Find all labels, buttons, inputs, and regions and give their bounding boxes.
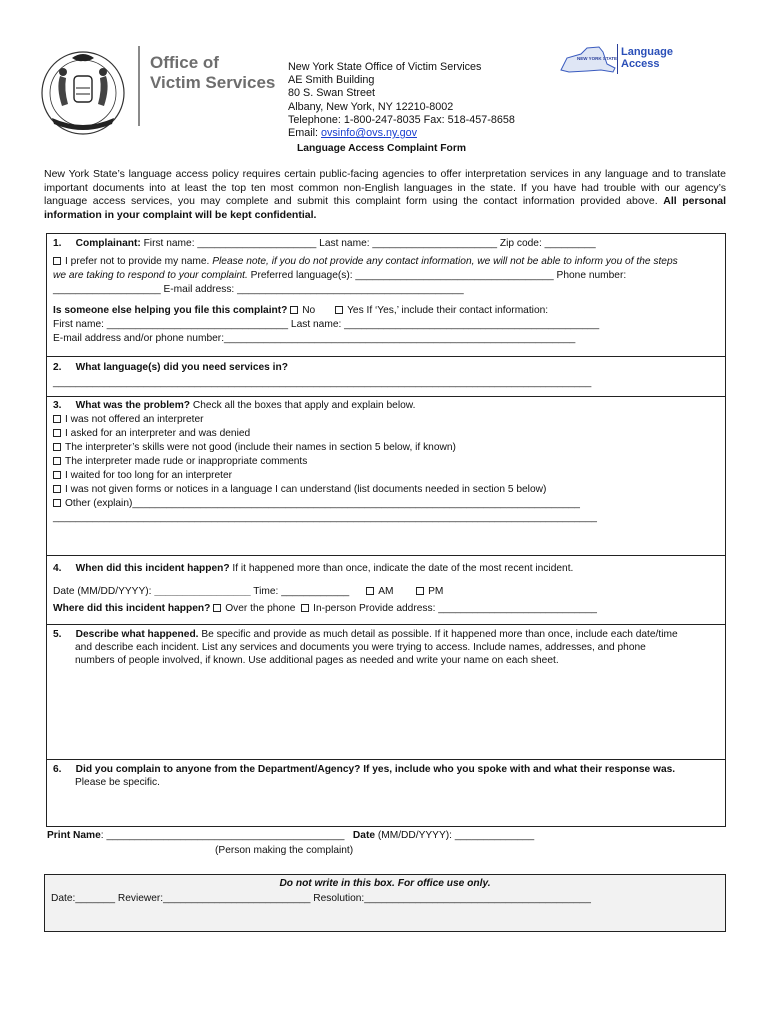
prefer-not-checkbox[interactable] — [53, 257, 61, 265]
intro-confidential: All personal information in your complaint will be kept confidential. — [44, 195, 726, 221]
section-number: 4. — [53, 563, 62, 574]
address-line: Telephone: 1-800-247-8035 Fax: 518-457-8658 — [288, 113, 515, 126]
problem-question: What was the problem? — [75, 400, 190, 411]
section-1-complainant — [46, 233, 726, 357]
pm-checkbox[interactable] — [416, 587, 424, 595]
helper-question: Is someone else helping you file this complaint? — [53, 305, 288, 316]
prefer-note-cont: we are taking to respond to your complaint. — [53, 270, 248, 281]
helper-contact-row[interactable]: E-mail address and/or phone number:______________________________________________________________ — [53, 333, 576, 344]
problem-option-other — [53, 498, 580, 509]
section-3-problem — [46, 396, 726, 556]
intro-text: New York State’s language access policy requires certain public-facing agencies to offer interpretation services in any language and to translate important documents into at least the top ten most common non-English languages in the state. If you have had trouble with our agency’s language access services, you may complete and submit this complaint form using the contact information provided above. — [44, 168, 726, 208]
section-6-complained[interactable] — [46, 759, 726, 827]
address-line: AE Smith Building — [288, 74, 375, 87]
address-line: 80 S. Swan Street — [288, 87, 376, 100]
email-link[interactable]: ovsinfo@ovs.ny.gov — [321, 127, 417, 140]
person-caption: (Person making the complaint) — [215, 845, 354, 856]
section-number: 6. — [53, 764, 62, 775]
language-question-row — [53, 362, 288, 373]
incident-date-field[interactable]: _________________ — [154, 586, 251, 597]
complained-row — [53, 764, 675, 775]
email-line — [288, 127, 515, 140]
state-seal-logo — [38, 46, 128, 136]
print-name-row — [47, 830, 534, 841]
office-use-box — [44, 874, 726, 932]
helper-no-checkbox[interactable] — [290, 306, 298, 314]
problem-explain-line[interactable]: ________________________________________________________________________________________________ — [53, 512, 597, 523]
prefer-not-label: I prefer not to provide my name. — [65, 256, 213, 267]
problem-checkbox[interactable] — [53, 485, 61, 493]
incident-time-field[interactable]: Time: ____________ — [250, 586, 350, 597]
problem-option — [53, 442, 456, 453]
section-number: 5. — [53, 629, 62, 640]
problem-option-label: I waited for too long for an interpreter — [65, 470, 233, 481]
intro-paragraph — [44, 168, 726, 222]
problem-checkbox[interactable] — [53, 457, 61, 465]
problem-checkbox[interactable] — [53, 471, 61, 479]
ny-state-text: NEW YORK STATE — [577, 56, 618, 61]
ovs-logo-line2: Victim Services — [150, 73, 276, 92]
problem-instruction: Check all the boxes that apply and explain below. — [190, 400, 416, 411]
language-question: What language(s) did you need services in? — [75, 362, 288, 373]
complained-instruction: Please be specific. — [75, 777, 160, 788]
problem-option-label: The interpreter made rude or inappropriate comments — [65, 456, 308, 467]
problem-option-label: I was not offered an interpreter — [65, 414, 204, 425]
helper-instruction: If ‘Yes,’ include their contact information: — [363, 305, 549, 316]
incident-date-row — [53, 586, 443, 597]
problem-option-label: The interpreter’s skills were not good (include their names in section 5 below, if known) — [65, 442, 456, 453]
problem-option — [53, 456, 307, 467]
problem-option — [53, 428, 250, 439]
section-4-incident — [46, 555, 726, 625]
describe-instruction: numbers of people involved, if known. Use additional pages as needed and write your name on each sheet. — [75, 655, 559, 666]
incident-question: When did this incident happen? — [75, 563, 230, 574]
agency-address — [288, 61, 515, 140]
language-answer-line[interactable]: _______________________________________________________________________________________________ — [53, 377, 592, 388]
helper-no-label: No — [302, 305, 316, 316]
address-line: New York State Office of Victim Services — [288, 61, 482, 73]
preferred-language-field[interactable]: Preferred language(s): ___________________________________ Phone number: — [247, 270, 627, 281]
helper-yes-label: Yes — [347, 305, 364, 316]
prefer-note: Please note, if you do not provide any contact information, we will not be able to inform you of the steps — [212, 256, 678, 267]
incident-location-question: Where did this incident happen? — [53, 603, 211, 614]
problem-option-label: I was not given forms or notices in a language I can understand (list documents needed in section 5 below) — [65, 484, 547, 495]
print-name-label: Print Name — [47, 830, 101, 841]
problem-option-label: I asked for an interpreter and was denied — [65, 428, 251, 439]
complainant-name-fields[interactable]: First name: _____________________ Last name: ______________________ Zip code: _________ — [140, 238, 596, 249]
describe-instruction: and describe each incident. List any services and documents you were trying to access. Include names, addresses, and phone — [75, 642, 646, 653]
incident-location-row — [53, 603, 597, 614]
helper-name-row[interactable]: First name: ________________________________ Last name: _____________________________________________ — [53, 319, 600, 330]
preferred-language-row — [53, 270, 626, 281]
problem-checkbox[interactable] — [53, 499, 61, 507]
am-label: AM — [378, 586, 394, 597]
in-person-checkbox[interactable] — [301, 604, 309, 612]
describe-title: Describe what happened. — [75, 629, 199, 640]
form-title: Language Access Complaint Form — [297, 143, 466, 154]
phone-label: Over the phone — [225, 603, 296, 614]
incident-question-row — [53, 563, 573, 574]
office-use-title-text: Do not write in this box. For office use only. — [279, 878, 491, 889]
section-number: 1. — [53, 238, 62, 249]
office-use-title — [45, 878, 725, 889]
address-line: Albany, New York, NY 12210-8002 — [288, 100, 454, 113]
problem-other-field[interactable]: Other (explain)_______________________________________________________________________________ — [65, 498, 580, 509]
problem-question-row — [53, 400, 415, 411]
la-line2: Access — [621, 58, 660, 70]
phone-checkbox[interactable] — [213, 604, 221, 612]
section-5-describe[interactable] — [46, 624, 726, 760]
am-checkbox[interactable] — [366, 587, 374, 595]
problem-option — [53, 484, 546, 495]
problem-checkbox[interactable] — [53, 429, 61, 437]
section-2-language — [46, 356, 726, 397]
pm-label: PM — [428, 586, 444, 597]
problem-checkbox[interactable] — [53, 415, 61, 423]
section-number: 3. — [53, 400, 62, 411]
complainant-label: Complainant: — [75, 238, 141, 249]
complainant-name-row — [53, 238, 596, 249]
ovs-logo — [138, 46, 288, 134]
office-use-fields[interactable]: Date:_______ Reviewer:__________________________ Resolution:________________________________________ — [51, 893, 591, 904]
email-row[interactable]: ___________________ E-mail address: ________________________________________ — [53, 284, 464, 295]
problem-option — [53, 414, 204, 425]
prefer-not-row — [53, 256, 678, 267]
email-label: Email: — [288, 127, 321, 140]
complained-question: Did you complain to anyone from the Department/Agency? If yes, include who you spoke with and what their response was. — [75, 764, 676, 775]
language-access-logo — [557, 44, 672, 76]
incident-instruction: If it happened more than once, indicate the date of the most recent incident. — [229, 563, 574, 574]
in-person-address-field[interactable]: In-person Provide address: ____________________________ — [313, 603, 597, 614]
logo-divider — [138, 46, 140, 126]
la-line1: Language — [621, 46, 673, 58]
describe-instruction: Be specific and provide as much detail as possible. If it happened more than once, include each date/time — [198, 629, 678, 640]
sign-date-field[interactable]: (MM/DD/YYYY): ______________ — [375, 830, 535, 841]
ovs-logo-line1: Office of — [150, 53, 219, 72]
la-divider — [617, 44, 618, 74]
section-number: 2. — [53, 362, 62, 373]
problem-checkbox[interactable] — [53, 443, 61, 451]
sign-date-label: Date — [352, 830, 376, 841]
incident-date-label: Date (MM/DD/YYYY): — [53, 586, 155, 597]
helper-question-row — [53, 305, 548, 316]
print-name-field[interactable]: : __________________________________________ — [100, 830, 345, 841]
problem-option — [53, 470, 232, 481]
describe-row — [53, 629, 678, 640]
helper-yes-checkbox[interactable] — [335, 306, 343, 314]
